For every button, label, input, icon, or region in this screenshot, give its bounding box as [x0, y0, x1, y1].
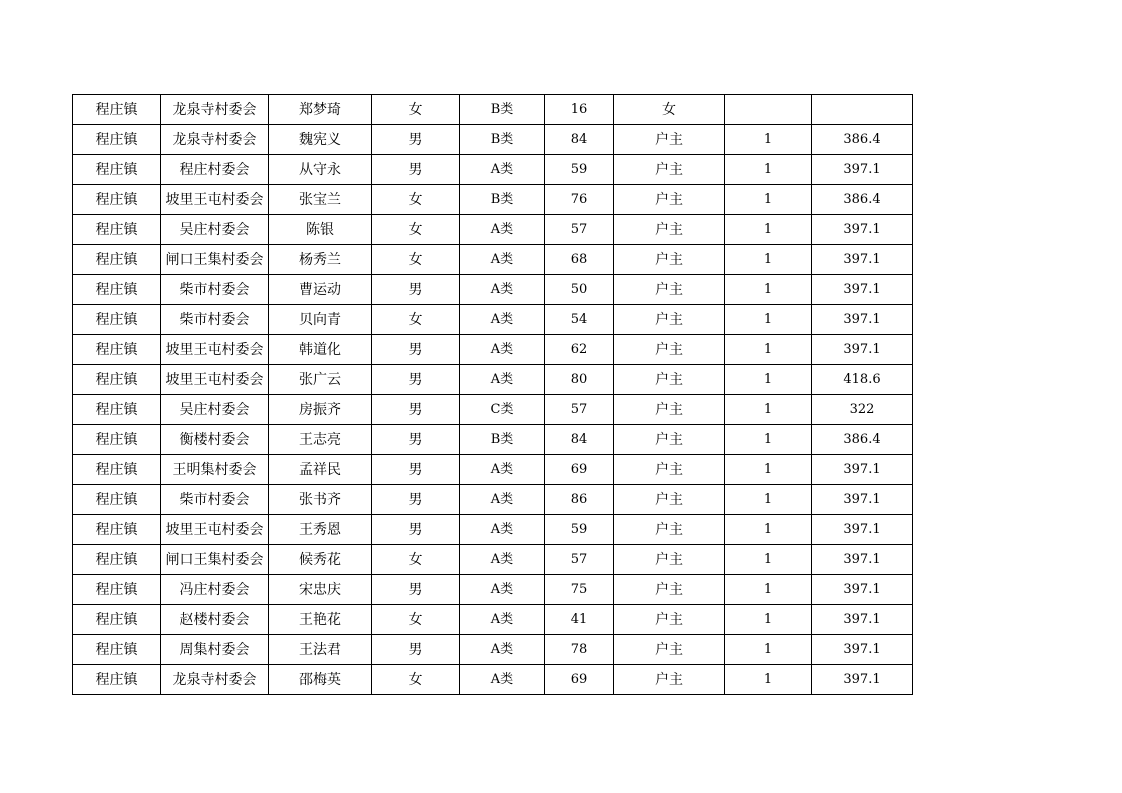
- cell-gender: 女: [372, 545, 460, 575]
- cell-amount: 397.1: [812, 665, 913, 695]
- cell-amount: 397.1: [812, 635, 913, 665]
- cell-town: 程庄镇: [73, 275, 161, 305]
- cell-gender: 女: [372, 215, 460, 245]
- cell-person-name: 韩道化: [269, 335, 372, 365]
- cell-gender: 男: [372, 515, 460, 545]
- cell-amount: 397.1: [812, 245, 913, 275]
- cell-age: 16: [545, 95, 614, 125]
- cell-age: 69: [545, 665, 614, 695]
- table-row: [73, 605, 913, 635]
- cell-amount: 386.4: [812, 425, 913, 455]
- cell-village-committee: 吴庄村委会: [161, 395, 269, 425]
- cell-person-name: 张广云: [269, 365, 372, 395]
- cell-relation: 户主: [614, 665, 725, 695]
- cell-household-count: 1: [725, 425, 812, 455]
- cell-town: 程庄镇: [73, 425, 161, 455]
- cell-person-name: 杨秀兰: [269, 245, 372, 275]
- cell-category: B类: [460, 95, 545, 125]
- cell-person-name: 陈银: [269, 215, 372, 245]
- table-row: [73, 95, 913, 125]
- cell-gender: 男: [372, 395, 460, 425]
- cell-age: 80: [545, 365, 614, 395]
- cell-category: A类: [460, 155, 545, 185]
- cell-relation: 户主: [614, 275, 725, 305]
- cell-age: 76: [545, 185, 614, 215]
- cell-gender: 女: [372, 665, 460, 695]
- cell-household-count: 1: [725, 155, 812, 185]
- cell-village-committee: 柴市村委会: [161, 275, 269, 305]
- cell-village-committee: 龙泉寺村委会: [161, 665, 269, 695]
- cell-age: 84: [545, 125, 614, 155]
- cell-household-count: 1: [725, 665, 812, 695]
- cell-gender: 男: [372, 275, 460, 305]
- cell-category: A类: [460, 515, 545, 545]
- cell-relation: 户主: [614, 335, 725, 365]
- cell-household-count: 1: [725, 515, 812, 545]
- cell-amount: 397.1: [812, 515, 913, 545]
- table-row: [73, 485, 913, 515]
- cell-household-count: 1: [725, 635, 812, 665]
- table-row: [73, 455, 913, 485]
- cell-relation: 户主: [614, 425, 725, 455]
- cell-gender: 女: [372, 245, 460, 275]
- cell-village-committee: 程庄村委会: [161, 155, 269, 185]
- cell-village-committee: 吴庄村委会: [161, 215, 269, 245]
- cell-household-count: [725, 95, 812, 125]
- cell-age: 62: [545, 335, 614, 365]
- cell-age: 59: [545, 155, 614, 185]
- cell-gender: 男: [372, 335, 460, 365]
- cell-category: B类: [460, 185, 545, 215]
- cell-person-name: 王艳花: [269, 605, 372, 635]
- cell-village-committee: 龙泉寺村委会: [161, 95, 269, 125]
- cell-town: 程庄镇: [73, 635, 161, 665]
- cell-village-committee: 周集村委会: [161, 635, 269, 665]
- cell-person-name: 邵梅英: [269, 665, 372, 695]
- table-row: [73, 545, 913, 575]
- cell-village-committee: 坡里王屯村委会: [161, 335, 269, 365]
- table-row: [73, 665, 913, 695]
- cell-gender: 女: [372, 185, 460, 215]
- cell-village-committee: 闸口王集村委会: [161, 545, 269, 575]
- cell-relation: 户主: [614, 545, 725, 575]
- cell-person-name: 曹运动: [269, 275, 372, 305]
- cell-category: B类: [460, 425, 545, 455]
- table-row: [73, 515, 913, 545]
- cell-town: 程庄镇: [73, 305, 161, 335]
- cell-age: 57: [545, 545, 614, 575]
- cell-relation: 户主: [614, 185, 725, 215]
- table-row: [73, 335, 913, 365]
- cell-town: 程庄镇: [73, 155, 161, 185]
- cell-relation: 户主: [614, 305, 725, 335]
- cell-person-name: 郑梦琦: [269, 95, 372, 125]
- cell-category: A类: [460, 455, 545, 485]
- cell-amount: [812, 95, 913, 125]
- data-table: [72, 94, 913, 695]
- cell-category: A类: [460, 665, 545, 695]
- cell-category: A类: [460, 575, 545, 605]
- cell-town: 程庄镇: [73, 95, 161, 125]
- cell-category: A类: [460, 275, 545, 305]
- cell-age: 41: [545, 605, 614, 635]
- cell-household-count: 1: [725, 185, 812, 215]
- cell-town: 程庄镇: [73, 125, 161, 155]
- cell-gender: 男: [372, 365, 460, 395]
- cell-household-count: 1: [725, 605, 812, 635]
- cell-amount: 397.1: [812, 605, 913, 635]
- table-row: [73, 155, 913, 185]
- cell-age: 59: [545, 515, 614, 545]
- cell-household-count: 1: [725, 245, 812, 275]
- cell-town: 程庄镇: [73, 545, 161, 575]
- cell-relation: 女: [614, 95, 725, 125]
- table-row: [73, 365, 913, 395]
- cell-person-name: 候秀花: [269, 545, 372, 575]
- cell-village-committee: 冯庄村委会: [161, 575, 269, 605]
- cell-person-name: 孟祥民: [269, 455, 372, 485]
- table-row: [73, 575, 913, 605]
- cell-person-name: 张宝兰: [269, 185, 372, 215]
- cell-age: 78: [545, 635, 614, 665]
- cell-age: 69: [545, 455, 614, 485]
- cell-village-committee: 闸口王集村委会: [161, 245, 269, 275]
- cell-village-committee: 坡里王屯村委会: [161, 185, 269, 215]
- cell-person-name: 张书齐: [269, 485, 372, 515]
- cell-household-count: 1: [725, 215, 812, 245]
- cell-household-count: 1: [725, 545, 812, 575]
- cell-person-name: 王秀恩: [269, 515, 372, 545]
- cell-category: A类: [460, 335, 545, 365]
- cell-town: 程庄镇: [73, 335, 161, 365]
- cell-category: A类: [460, 215, 545, 245]
- cell-amount: 397.1: [812, 155, 913, 185]
- cell-age: 50: [545, 275, 614, 305]
- cell-age: 54: [545, 305, 614, 335]
- cell-category: A类: [460, 305, 545, 335]
- cell-village-committee: 赵楼村委会: [161, 605, 269, 635]
- cell-relation: 户主: [614, 515, 725, 545]
- table-row: [73, 425, 913, 455]
- cell-relation: 户主: [614, 365, 725, 395]
- cell-gender: 男: [372, 575, 460, 605]
- cell-gender: 女: [372, 605, 460, 635]
- cell-relation: 户主: [614, 575, 725, 605]
- cell-relation: 户主: [614, 215, 725, 245]
- cell-relation: 户主: [614, 245, 725, 275]
- cell-household-count: 1: [725, 305, 812, 335]
- cell-relation: 户主: [614, 455, 725, 485]
- cell-town: 程庄镇: [73, 455, 161, 485]
- cell-amount: 397.1: [812, 215, 913, 245]
- cell-relation: 户主: [614, 155, 725, 185]
- cell-town: 程庄镇: [73, 575, 161, 605]
- cell-person-name: 魏宪义: [269, 125, 372, 155]
- cell-amount: 397.1: [812, 485, 913, 515]
- cell-age: 84: [545, 425, 614, 455]
- cell-amount: 386.4: [812, 185, 913, 215]
- cell-category: B类: [460, 125, 545, 155]
- cell-household-count: 1: [725, 455, 812, 485]
- cell-village-committee: 柴市村委会: [161, 305, 269, 335]
- cell-age: 57: [545, 215, 614, 245]
- cell-relation: 户主: [614, 485, 725, 515]
- cell-category: A类: [460, 245, 545, 275]
- cell-household-count: 1: [725, 365, 812, 395]
- cell-town: 程庄镇: [73, 185, 161, 215]
- cell-gender: 男: [372, 425, 460, 455]
- table-row: [73, 275, 913, 305]
- cell-amount: 397.1: [812, 305, 913, 335]
- cell-person-name: 贝向青: [269, 305, 372, 335]
- cell-amount: 397.1: [812, 575, 913, 605]
- cell-gender: 男: [372, 635, 460, 665]
- cell-person-name: 宋忠庆: [269, 575, 372, 605]
- cell-town: 程庄镇: [73, 665, 161, 695]
- cell-category: A类: [460, 635, 545, 665]
- cell-village-committee: 王明集村委会: [161, 455, 269, 485]
- cell-town: 程庄镇: [73, 215, 161, 245]
- cell-household-count: 1: [725, 485, 812, 515]
- table-row: [73, 305, 913, 335]
- cell-age: 86: [545, 485, 614, 515]
- cell-household-count: 1: [725, 335, 812, 365]
- cell-relation: 户主: [614, 395, 725, 425]
- cell-category: A类: [460, 605, 545, 635]
- cell-amount: 397.1: [812, 275, 913, 305]
- cell-gender: 男: [372, 485, 460, 515]
- cell-gender: 男: [372, 455, 460, 485]
- cell-village-committee: 柴市村委会: [161, 485, 269, 515]
- cell-amount: 397.1: [812, 545, 913, 575]
- cell-person-name: 房振齐: [269, 395, 372, 425]
- cell-person-name: 从守永: [269, 155, 372, 185]
- cell-age: 75: [545, 575, 614, 605]
- cell-gender: 女: [372, 95, 460, 125]
- cell-household-count: 1: [725, 575, 812, 605]
- table-row: [73, 245, 913, 275]
- cell-amount: 418.6: [812, 365, 913, 395]
- cell-category: A类: [460, 485, 545, 515]
- cell-town: 程庄镇: [73, 245, 161, 275]
- cell-category: C类: [460, 395, 545, 425]
- table-row: [73, 215, 913, 245]
- cell-amount: 322: [812, 395, 913, 425]
- cell-relation: 户主: [614, 125, 725, 155]
- cell-household-count: 1: [725, 275, 812, 305]
- cell-amount: 397.1: [812, 335, 913, 365]
- cell-town: 程庄镇: [73, 395, 161, 425]
- cell-town: 程庄镇: [73, 365, 161, 395]
- cell-household-count: 1: [725, 125, 812, 155]
- cell-category: A类: [460, 545, 545, 575]
- cell-village-committee: 龙泉寺村委会: [161, 125, 269, 155]
- table-row: [73, 125, 913, 155]
- cell-village-committee: 坡里王屯村委会: [161, 365, 269, 395]
- cell-amount: 386.4: [812, 125, 913, 155]
- cell-relation: 户主: [614, 605, 725, 635]
- cell-age: 57: [545, 395, 614, 425]
- cell-gender: 男: [372, 125, 460, 155]
- cell-village-committee: 坡里王屯村委会: [161, 515, 269, 545]
- cell-village-committee: 衡楼村委会: [161, 425, 269, 455]
- table-row: [73, 635, 913, 665]
- cell-category: A类: [460, 365, 545, 395]
- cell-household-count: 1: [725, 395, 812, 425]
- table-body: [73, 95, 913, 695]
- cell-age: 68: [545, 245, 614, 275]
- table-row: [73, 395, 913, 425]
- cell-town: 程庄镇: [73, 605, 161, 635]
- cell-town: 程庄镇: [73, 515, 161, 545]
- cell-amount: 397.1: [812, 455, 913, 485]
- table-row: [73, 185, 913, 215]
- cell-town: 程庄镇: [73, 485, 161, 515]
- cell-gender: 男: [372, 155, 460, 185]
- cell-person-name: 王志亮: [269, 425, 372, 455]
- cell-gender: 女: [372, 305, 460, 335]
- cell-person-name: 王法君: [269, 635, 372, 665]
- cell-relation: 户主: [614, 635, 725, 665]
